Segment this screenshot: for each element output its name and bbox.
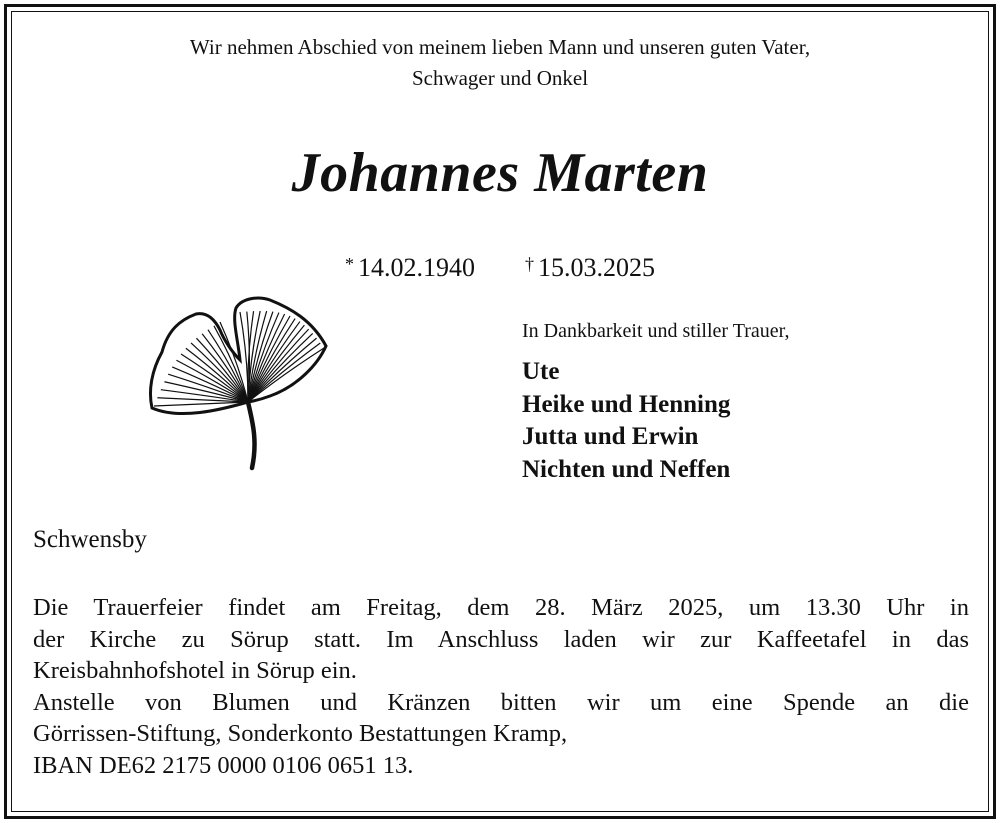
mourner-name: Heike und Henning — [522, 390, 731, 418]
details-line: Die Trauerfeier findet am Freitag, dem 28. März 2025, um 13.30 Uhr in — [33, 594, 969, 621]
death-symbol: † — [525, 254, 534, 274]
details-line: Kreisbahnhofshotel in Sörup ein. — [33, 657, 357, 684]
birth-date-group — [345, 253, 475, 282]
details-line: IBAN DE62 2175 0000 0106 0651 13. — [33, 751, 414, 779]
intro-line-1: Wir nehmen Abschied von meinem lieben Mann und unseren guten Vater, — [189, 35, 811, 59]
birth-date: 14.02.1940 — [358, 253, 475, 282]
mourner-name: Nichten und Neffen — [522, 455, 731, 483]
life-dates — [0, 248, 1000, 284]
ginkgo-leaf-icon — [140, 290, 340, 475]
mourners-intro: In Dankbarkeit und stiller Trauer, — [522, 320, 790, 342]
birth-symbol: * — [345, 254, 354, 274]
death-date: 15.03.2025 — [538, 253, 655, 282]
deceased-name: Johannes Marten — [291, 142, 709, 204]
details-line: Anstelle von Blumen und Kränzen bitten wir um eine Spende an die — [33, 688, 969, 716]
death-date-group — [525, 253, 655, 282]
mourner-name: Ute — [522, 358, 560, 385]
mourner-name: Jutta und Erwin — [522, 423, 699, 450]
intro-text — [0, 32, 1000, 94]
details-line: der Kirche zu Sörup statt. Im Anschluss laden wir zur Kaffeetafel in das — [33, 625, 969, 653]
details-line: Görrissen-Stiftung, Sonderkonto Bestattungen Kramp, — [33, 720, 568, 747]
intro-line-2: Schwager und Onkel — [411, 66, 589, 90]
place-name: Schwensby — [33, 526, 147, 553]
funeral-details — [33, 592, 969, 781]
mourners-list — [522, 356, 730, 486]
